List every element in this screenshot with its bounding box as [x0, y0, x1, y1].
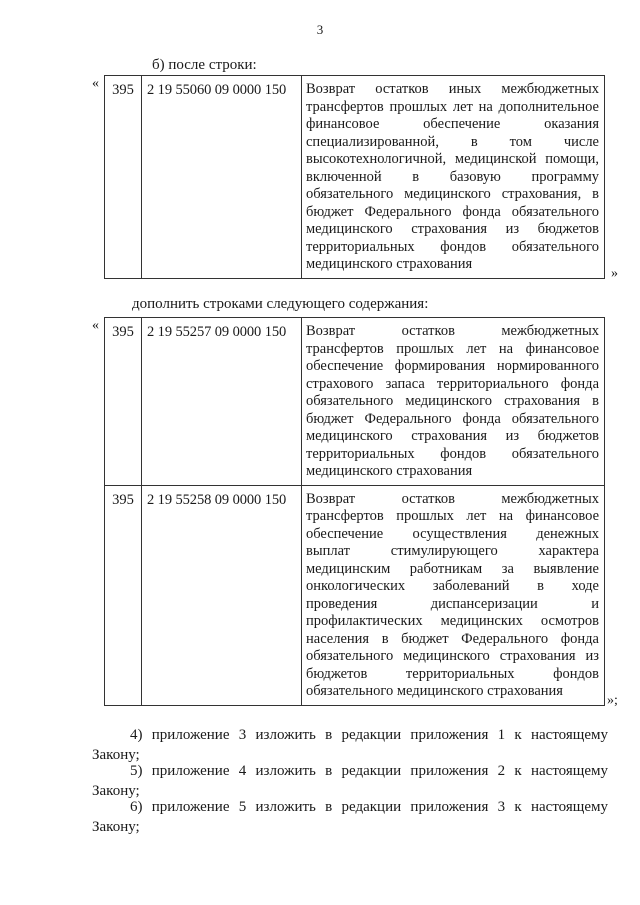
amendment-item-line: 5) приложение 4 изложить в редакции приложения 2 к настоящему — [130, 763, 608, 779]
description-line: профилактических медицинских осмотров — [306, 613, 599, 629]
description-line: бюджет Федерального фонда обязательного — [306, 410, 599, 427]
amendment-item-line: Закону; — [92, 783, 140, 799]
description-line: медицинского страхования из бюджетов — [306, 428, 599, 444]
page-number: 3 — [316, 22, 324, 37]
amendment-item — [92, 725, 608, 765]
amendment-item — [92, 797, 608, 837]
description-line: населения в бюджет Федерального фонда — [306, 630, 599, 647]
close-quote: » — [611, 266, 618, 281]
description-line: обязательного медицинского страхования из — [306, 648, 599, 664]
description-line: страхового запаса территориального фонда — [306, 375, 599, 392]
description-line: бюджет Федерального фонда обязательного — [306, 203, 599, 220]
amendment-item-line: 4) приложение 3 изложить в редакции приложения 1 к настоящему — [130, 727, 608, 743]
description-line: высокотехнологичной, медицинской помощи, — [306, 151, 599, 167]
admin-code-cell: 395 — [105, 485, 142, 705]
section-add-intro: дополнить строками следующего содержания: — [132, 296, 429, 312]
admin-code-cell: 395 — [105, 318, 142, 486]
table-row — [105, 318, 605, 486]
description-line: бюджетов территориальных фондов — [306, 665, 599, 682]
description-line: медицинского страхования — [306, 463, 473, 479]
kbk-code-cell: 2 19 55257 09 0000 150 — [142, 318, 302, 486]
description-cell — [302, 485, 605, 705]
description-line: территориальных фондов обязательного — [306, 238, 599, 255]
description-line: включенной в базовую программу — [306, 168, 599, 185]
description-line: Возврат остатков межбюджетных — [306, 490, 599, 507]
open-quote: « — [92, 318, 99, 333]
amendment-item-line: Закону; — [92, 747, 140, 763]
description-line: трансфертов прошлых лет на финансовое — [306, 340, 599, 357]
table-existing-row — [104, 75, 605, 279]
description-line: медицинского страхования из бюджетов — [306, 221, 599, 237]
description-line: Возврат остатков межбюджетных — [306, 323, 599, 339]
kbk-code-cell: 2 19 55258 09 0000 150 — [142, 485, 302, 705]
description-line: медицинского страхования — [306, 256, 473, 272]
description-line: трансфертов прошлых лет на финансовое — [306, 508, 599, 524]
amendment-item-line: Закону; — [92, 819, 140, 835]
table-row — [105, 485, 605, 705]
section-b-intro: б) после строки: — [152, 57, 257, 73]
description-line: онкологических заболеваний в ходе — [306, 578, 599, 594]
description-line: обязательного медицинского страхования в — [306, 393, 599, 409]
description-line: трансфертов прошлых лет на дополнительное — [306, 98, 599, 115]
admin-code-cell: 395 — [105, 76, 142, 279]
description-line: медицинским работникам за выявление — [306, 560, 599, 577]
description-line: обеспечение осуществления денежных — [306, 525, 599, 542]
close-quote: »; — [607, 693, 618, 708]
description-line: обеспечение формирования нормированного — [306, 358, 599, 374]
table-row — [105, 76, 605, 279]
description-cell — [302, 318, 605, 486]
description-cell — [302, 76, 605, 279]
description-line: Возврат остатков иных межбюджетных — [306, 81, 599, 97]
open-quote: « — [92, 76, 99, 91]
description-line: финансовое обеспечение оказания — [306, 116, 599, 132]
table-new-rows — [104, 317, 605, 706]
description-line: обязательного медицинского страхования, в — [306, 186, 599, 202]
description-line: выплат стимулирующего характера — [306, 543, 599, 559]
description-line: территориальных фондов обязательного — [306, 445, 599, 462]
kbk-code-cell: 2 19 55060 09 0000 150 — [142, 76, 302, 279]
description-line: обязательного медицинского страхования — [306, 683, 563, 699]
amendment-item — [92, 761, 608, 801]
description-line: проведения диспансеризации и — [306, 595, 599, 612]
description-line: специализированной, в том числе — [306, 133, 599, 150]
amendment-item-line: 6) приложение 5 изложить в редакции приложения 3 к настоящему — [130, 799, 608, 815]
